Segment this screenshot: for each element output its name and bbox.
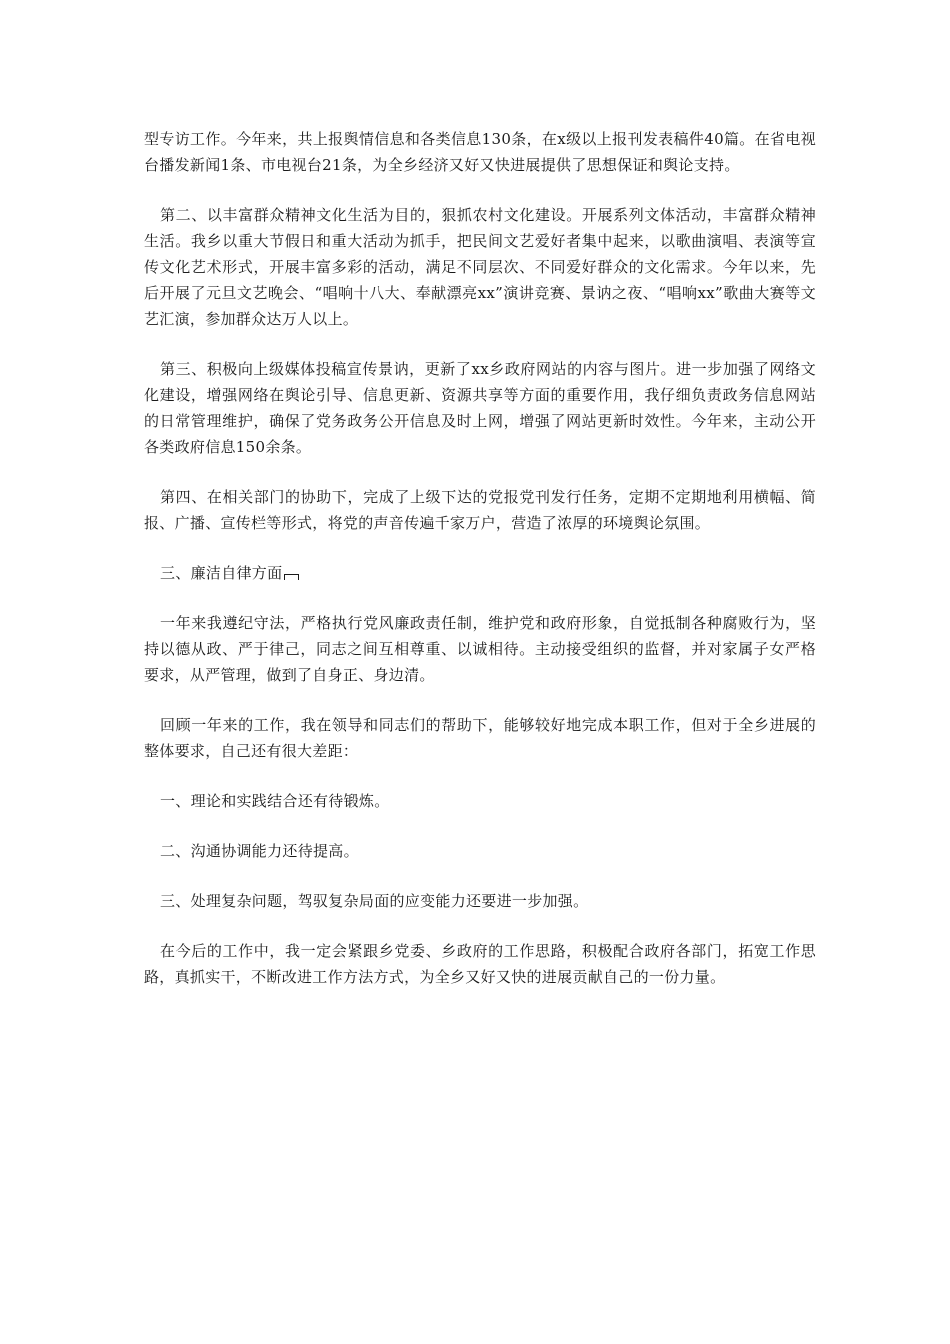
paragraph-media-website: 第三、积极向上级媒体投稿宣传景讷，更新了xx乡政府网站的内容与图片。进一步加强了网络文化建设，增强网络在舆论引导、信息更新、资源共享等方面的重要作用，我仔细负责政务信息网站的日常管理维护，确保了党务政务公开信息及时上网，增强了网站更新时效性。今年来，主动公开各类政府信息150余条。 — [144, 360, 816, 456]
list-item-complex-problems: 三、处理复杂问题，驾驭复杂局面的应变能力还要进一步加强。 — [160, 892, 589, 910]
paragraph-culture-building: 第二、以丰富群众精神文化生活为目的，狠抓农村文化建设。开展系列文体活动，丰富群众精神生活。我乡以重大节假日和重大活动为抓手，把民间文艺爱好者集中起来，以歌曲演唱、表演等宣传文化艺术形式，开展丰富多彩的活动，满足不同层次、不同爱好群众的文化需求。今年以来，先后开展了元旦文艺晚会、“唱响十八大、奉献漂亮xx”演讲竞赛、景讷之夜、“唱响xx”歌曲大赛等文艺汇演，参加群众达万人以上。 — [144, 206, 816, 328]
paragraph-integrity: 一年来我遵纪守法，严格执行党风廉政责任制，维护党和政府形象，自觉抵制各种腐败行为，坚持以德从政、严于律己，同志之间互相尊重、以诚相待。主动接受组织的监督，并对家属子女严格要求，从严管理，做到了自身正、身边清。 — [144, 614, 816, 684]
section-heading-integrity-text: 三、廉洁自律方面 — [160, 564, 283, 582]
paragraph-future-work: 在今后的工作中，我一定会紧跟乡党委、乡政府的工作思路，积极配合政府各部门，拓宽工作思路，真抓实干，不断改进工作方法方式，为全乡又好又快的进展贡献自己的一份力量。 — [144, 942, 816, 986]
list-item-communication: 二、沟通协调能力还待提高。 — [160, 842, 359, 860]
paragraph-party-publications: 第四、在相关部门的协助下，完成了上级下达的党报党刊发行任务，定期不定期地利用横幅、简报、广播、宣传栏等形式，将党的声音传遍千家万户，营造了浓厚的环境舆论氛围。 — [144, 488, 816, 532]
document-page — [144, 126, 816, 990]
bracket-mark-icon — [284, 574, 299, 580]
section-heading-integrity — [144, 560, 816, 586]
paragraph-review: 回顾一年来的工作，我在领导和同志们的帮助下，能够较好地完成本职工作，但对于全乡进展的整体要求，自己还有很大差距： — [144, 716, 816, 760]
paragraph-propaganda-summary: 型专访工作。今年来，共上报舆情信息和各类信息130条，在x级以上报刊发表稿件40篇。在省电视台播发新闻1条、市电视台21条，为全乡经济又好又快进展提供了思想保证和舆论支持。 — [144, 130, 816, 174]
list-item-theory-practice: 一、理论和实践结合还有待锻炼。 — [160, 792, 390, 810]
